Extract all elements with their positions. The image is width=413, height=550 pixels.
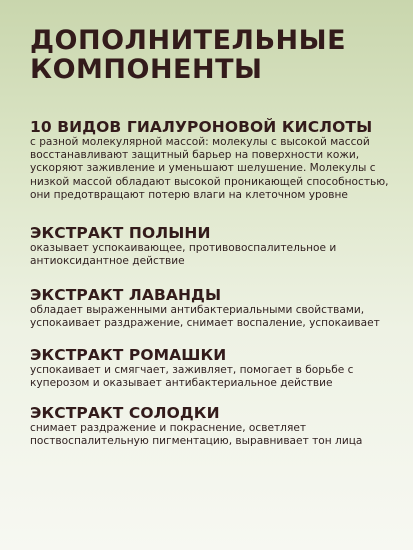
section-text: с разной молекулярной массой: молекулы с высокой массой восстанавливают защитный барьер на поверхности кожи, ускоряют заживление и уменьшают шелушение. Молекулы с низкой массой обладают высокой проникающей способностью, они предотвращают потерю влаги на клеточном уровне bbox=[30, 136, 389, 201]
section-chamomile-extract bbox=[30, 346, 405, 390]
section-licorice-extract bbox=[30, 404, 405, 448]
section-text: обладает выраженными антибактериальными свойствами, успокаивает раздражение, снимает воспаление, успокаивает bbox=[30, 304, 380, 330]
section-lavender-extract bbox=[30, 286, 405, 330]
section-title: ЭКСТРАКТ РОМАШКИ bbox=[30, 346, 227, 364]
section-wormwood-extract bbox=[30, 224, 405, 268]
section-text: снимает раздражение и покраснение, осветляет поствоспалительную пигментацию, выравнивает тон лица bbox=[30, 422, 363, 448]
section-title: 10 ВИДОВ ГИАЛУРОНОВОЙ КИСЛОТЫ bbox=[30, 118, 373, 136]
section-hyaluronic-acid bbox=[30, 118, 405, 202]
page-title-line2: КОМПОНЕНТЫ bbox=[30, 54, 263, 85]
section-title: ЭКСТРАКТ ПОЛЫНИ bbox=[30, 224, 211, 242]
content bbox=[30, 25, 400, 448]
section-text: успокаивает и смягчает, заживляет, помогает в борьбе с куперозом и оказывает антибактериальное действие bbox=[30, 364, 354, 390]
section-text: оказывает успокаивающее, противовоспалительное и антиоксидантное действие bbox=[30, 242, 337, 268]
page-title-line1: ДОПОЛНИТЕЛЬНЫЕ bbox=[30, 25, 347, 56]
page-title bbox=[30, 26, 400, 84]
section-title: ЭКСТРАКТ ЛАВАНДЫ bbox=[30, 286, 222, 304]
section-title: ЭКСТРАКТ СОЛОДКИ bbox=[30, 404, 220, 422]
